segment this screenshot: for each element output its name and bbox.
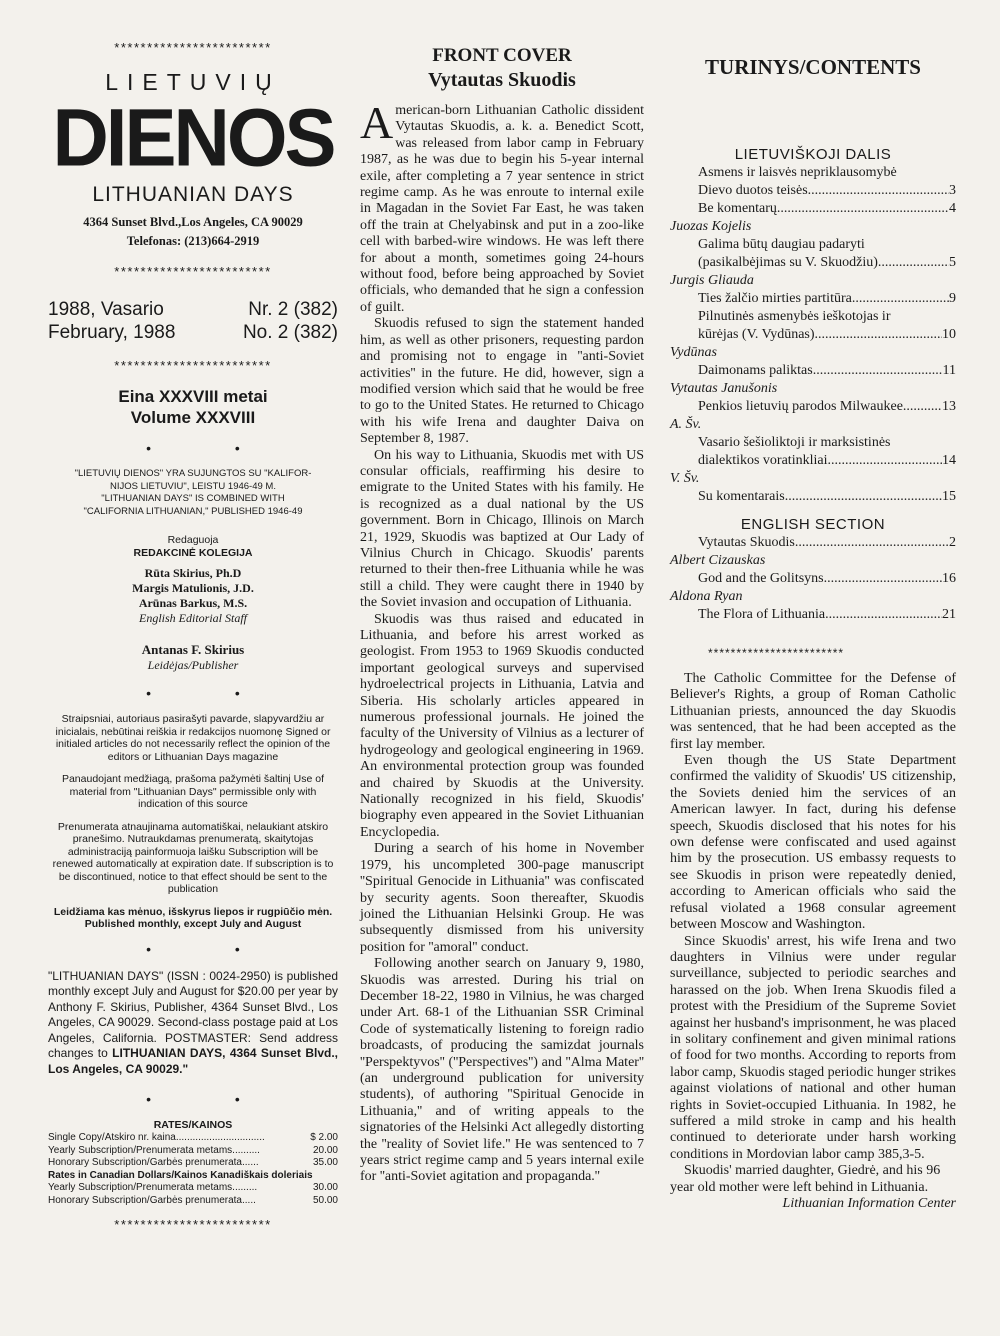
rate-value: 35.00 xyxy=(312,1157,338,1168)
toc-entry-last-line xyxy=(698,254,956,272)
front-cover-article xyxy=(360,44,644,1186)
toc-entry xyxy=(670,290,956,308)
publisher: Antanas F. Skirius Leidėjas/Publisher xyxy=(141,642,245,672)
toc-page-number: 10 xyxy=(942,327,956,342)
toc-entry-title: Penkios lietuvių parodos Milwaukee xyxy=(698,399,903,414)
rate-row xyxy=(48,1145,338,1158)
source-notice: Panaudojant medžiagą, prašoma pažymėti šaltinį Use of material from "Lithuanian Days" permissible only with indication of this source xyxy=(61,773,325,810)
volume-en: Volume XXXVIII xyxy=(130,408,256,427)
toc-leader-dots xyxy=(795,534,949,552)
masthead-lietuviu: LIETUVIŲ xyxy=(105,69,281,95)
toc-leader-dots xyxy=(815,326,942,344)
star-divider: ************************ xyxy=(708,646,845,660)
toc-author: Juozas Kojelis xyxy=(670,219,752,234)
rate-row xyxy=(48,1170,338,1183)
bullet-separator: • • xyxy=(146,1091,280,1107)
toc-entry xyxy=(670,570,956,588)
toc-author: V. Šv. xyxy=(670,471,700,486)
rate-label: Rates in Canadian Dollars/Kainos Kanadiškais doleriais xyxy=(48,1169,313,1181)
toc-leader-dots xyxy=(878,254,949,272)
toc-entry-line: Asmens ir laisvės nepriklausomybė xyxy=(698,165,897,180)
article-paragraph: During a search of his home in November 1979, his uncompleted 300-page manuscript ''Spiritual Genocide in Lithuania'' was confiscated by security agents. Soon thereafter, Skuodis joined the Lithuanian Helsinki Group. He was subsequently dismissed from his university position for ''amoral'' conduct. xyxy=(360,841,644,955)
toc-entry-title: The Flora of Lithuania xyxy=(698,607,826,622)
toc-entry-title: Dievo duotos teisės xyxy=(698,183,808,198)
article-paragraph: Skuodis refused to sign the statement handed him, as well as other prisoners, requesting pardon and promising not to engage in ''anti-Soviet activities'' in the future. He did, however, sign a modified version which said that he would be free to go to the United States. He returned to Chicago with his wife Irena and daughter Daiva on September 8, 1987. xyxy=(360,316,644,447)
toc-entry xyxy=(670,606,956,624)
toc-page-number: 13 xyxy=(942,399,956,414)
rate-label: Honorary Subscription/Garbės prenumerata...... xyxy=(48,1157,259,1168)
toc-page-number: 11 xyxy=(942,363,956,378)
postmaster-notice: "LITHUANIAN DAYS" (ISSN : 0024-2950) is published monthly except July and August for $20.00 per year by Anthony F. Skirius, Publisher, 4364 Sunset Blvd., Los Angeles, CA 90029. Second-class postage paid at Los Angeles, California. POSTMASTER: Send address changes to LITHUANIAN DAYS, 4364 Sunset Blvd., Los Angeles, CA 90029." xyxy=(48,968,339,1076)
toc-entry-title: Ties žalčio mirties partitūra xyxy=(698,291,852,306)
address: 4364 Sunset Blvd.,Los Angeles, CA 90029 xyxy=(83,215,303,229)
article-paragraph: Skuodis was thus raised and educated in Lithuania, and before his arrest worked as geologist. From 1953 to 1969 Skuodis conducted important geological surveys and supervised hydroelectrical projects in Lithuania, Latvia and Siberia. His scholarly articles appeared in numerous professional journals. He joined the faculty of the University of Vilnius as a lecturer of hydrogeology and geological engineering in 1969. An environmental protection group was founded and chaired by Skuodis at the University. Nationally recognized in his field, Skuodis' biography even appeared in the Soviet Lithuanian Encyclopedia. xyxy=(360,611,644,840)
toc-entry-title: Vytautas Skuodis xyxy=(698,535,795,550)
issue-date-en: February, 1988 xyxy=(48,322,176,343)
toc-page-number: 2 xyxy=(949,535,956,550)
masthead-column xyxy=(48,40,338,1233)
toc-entry-last-line xyxy=(698,182,956,200)
article-paragraph: Skuodis' married daughter, Giedrė, and his 96 year old mother were left behind in Lithuania. Lithuanian Information Center xyxy=(670,1163,956,1211)
masthead-dienos: DIENOS xyxy=(52,90,334,184)
toc-entry-last-line xyxy=(698,398,956,416)
toc-leader-dots xyxy=(808,182,949,200)
toc-page-number: 5 xyxy=(949,255,956,270)
article-paragraph: On his way to Lithuania, Skuodis met with US consular officials, reaffirming his desire to emigrate to the United States with his family. He is recognized as a dual national by the US government. Born in Chicago, Illinois on March 21, 1929, Skuodis was baptized at Our Lady of Vilnius Church in Chicago. Skuodis' parents returned to their then-free Lithuania while he was still a child. They were caught there in 1940 by the Soviet invasion and occupation of Lithuania. xyxy=(360,447,644,611)
rate-row xyxy=(48,1195,338,1208)
toc-entry-title: kūrėjas (V. Vydūnas) xyxy=(698,327,815,342)
article-credit: Lithuanian Information Center xyxy=(782,1196,956,1211)
article-paragraph: Following another search on January 9, 1980, Skuodis was arrested. During his trial on December 18-22, 1980 in Vilnius, he was charged under Art. 68-1 of the Lithuanian SSR Criminal Code of systematically listening to foreign radio broadcasts, of producing the samizdat journals ''Perspektyvos'' (''Perspectives'') and ''Alma Mater'' (an underground publication for university students), of authoring ''Spiritual Genocide in Lithuania,'' and of writing appeals to the signatories of the Helsinki Act allegedly distorting the ''reality of Soviet life.'' He was sentenced to 7 years strict regime camp and 5 years internal exile for ''anti-Soviet agitation and propaganda.'' xyxy=(360,956,644,1185)
editorial-heading: Redaguoja REDAKCINĖ KOLEGIJA xyxy=(133,534,253,559)
disclaimer: Straipsniai, autoriaus pasirašyti pavarde, slapyvardžiu ar inicialais, nebūtinai reiškia ir redakcijos nuomonę Signed or initialed articles do not necessarily reflect the opinion of the editors or Lithuanian Days magazine xyxy=(55,713,331,763)
toc-entry xyxy=(670,200,956,218)
toc-page-number: 16 xyxy=(942,571,956,586)
lithuanian-section-heading: LIETUVIŠKOJI DALIS xyxy=(734,146,892,163)
issue-number-lt: Nr. 2 (382) xyxy=(248,299,338,320)
toc-entry-line: Pilnutinės asmenybės ieškotojas ir xyxy=(698,309,891,324)
star-divider: ************************ xyxy=(114,40,272,55)
english-contents-list xyxy=(670,534,956,624)
toc-entry-title: God and the Golitsyns xyxy=(698,571,824,586)
masthead-lithuanian-days: LITHUANIAN DAYS xyxy=(92,183,294,206)
rates-heading: RATES/KAINOS xyxy=(153,1119,233,1131)
star-divider: ************************ xyxy=(114,1217,272,1232)
article-paragraph: American-born Lithuanian Catholic dissident Vytautas Skuodis, a. k. a. Benedict Scott, was released from labor camp in February 1987, as he was due to begin his 5-year internal exile, after completing a 7 year sentence in strict regime camp. As he was enroute to internal exile in Magadan in the Soviet Far East, he was taken off the train at Chelyabinsk and put in a zoo-like cell with barbed-wire windows. He was left there for about a month, sometimes going 24-hours without food, before being approached by Soviet officials, who demanded that he sign a confession of guilt. xyxy=(360,97,644,315)
contents-column xyxy=(670,54,956,1212)
editor-list: Rūta Skirius, Ph.D Margis Matulionis, J.D. Arūnas Barkus, M.S. English Editorial Staff xyxy=(132,566,254,625)
toc-leader-dots xyxy=(903,398,942,416)
issue-date-lt: 1988, Vasario xyxy=(48,299,164,320)
subscription-notice: Prenumerata atnaujinama automatiškai, nelaukiant atskiro pranešimo. Nutraukdamas prenumeratą, skaitytojas administraciją painformuoja laišku Subscription will be renewed automatically at expiration date. If subscription is to be discontinued, notice to that effect should be sent to the publication xyxy=(52,820,334,895)
article-paragraph: Even though the US State Department confirmed the validity of Skuodis' US citizenship, the Soviets denied him the services of an American lawyer. In fact, during his defense speech, Skuodis disclosed that his notes for his own defense were confiscated and used against him by the prosecution. US embassy requests to see Skuodis in prison were repeatedly denied, according to American officials who said the refusal violated a 1968 consular agreement between Moscow and Washington. xyxy=(670,753,956,933)
toc-author: Vytautas Janušonis xyxy=(670,381,778,396)
toc-leader-dots xyxy=(777,200,949,218)
rate-row xyxy=(48,1157,338,1170)
rate-value: $ 2.00 xyxy=(310,1132,338,1143)
toc-entry-title: Be komentarų xyxy=(698,201,777,216)
toc-entry-last-line xyxy=(698,200,956,218)
bullet-separator: • • xyxy=(146,440,280,456)
toc-page-number: 21 xyxy=(942,607,956,622)
toc-author: Aldona Ryan xyxy=(670,589,743,604)
star-divider: ************************ xyxy=(114,358,272,373)
issue-number-en: No. 2 (382) xyxy=(242,322,338,343)
toc-author: Vydūnas xyxy=(670,345,717,360)
toc-entry-last-line xyxy=(698,534,956,552)
english-section-heading: ENGLISH SECTION xyxy=(740,516,886,533)
front-cover-name: Vytautas Skuodis xyxy=(428,69,576,91)
toc-page-number: 15 xyxy=(942,489,956,504)
toc-entry-title: dialektikos voratinkliai xyxy=(698,453,828,468)
toc-leader-dots xyxy=(852,290,949,308)
contents-title: TURINYS/CONTENTS xyxy=(705,55,921,79)
toc-leader-dots xyxy=(825,606,942,624)
toc-entry-line: Galima būtų daugiau padaryti xyxy=(698,237,865,252)
article-paragraph: The Catholic Committee for the Defense of Believer's Rights, a group of Roman Catholic Lithuanian priests, announced the day Skuodis was sentenced, that he had been accepted as the first lay member. xyxy=(670,671,956,752)
issue-info xyxy=(48,298,338,344)
toc-entry xyxy=(670,488,956,506)
toc-entry xyxy=(670,236,956,272)
toc-entry-last-line xyxy=(698,606,956,624)
star-divider: ************************ xyxy=(114,264,272,279)
bullet-separator: • • xyxy=(146,685,280,701)
rate-label: Yearly Subscription/Prenumerata metams......... xyxy=(48,1182,258,1193)
rate-value: 30.00 xyxy=(312,1182,338,1193)
toc-entry-last-line xyxy=(698,570,956,588)
rate-label: Honorary Subscription/Garbės prenumerata..... xyxy=(48,1194,256,1206)
article-paragraph: Since Skuodis' arrest, his wife Irena and two daughters in Vilnius were under regular surveillance, subjected to periodic searches and harassed on the job. When Irena Skuodis filed a protest with the Presidium of the Supreme Soviet against her husband's imprisonment, he was placed in solitary confinement and given minimal rations of food for two months. According to reports from labor camp, Skuodis staged periodic hunger strikes against violations of national and other human rights in Soviet-occupied Lithuania. In 1982, he suffered a mild stroke in camp and his health continued to deteriorate under harsh working conditions in Mordovian labor camp 385,3-5. xyxy=(670,933,956,1162)
toc-leader-dots xyxy=(785,488,942,506)
toc-author: Albert Cizauskas xyxy=(670,553,766,568)
rate-row xyxy=(48,1182,338,1195)
toc-leader-dots xyxy=(813,362,943,380)
toc-author: A. Šv. xyxy=(670,417,702,432)
toc-leader-dots xyxy=(827,452,942,470)
phone: Telefonas: (213)664-2919 xyxy=(126,234,260,248)
toc-entry xyxy=(670,398,956,416)
toc-entry-last-line xyxy=(698,488,956,506)
toc-entry-title: Daimonams paliktas xyxy=(698,363,813,378)
lithuanian-contents-list xyxy=(670,164,956,506)
rate-label: Yearly Subscription/Prenumerata metams.......... xyxy=(48,1144,260,1156)
bullet-separator: • • xyxy=(146,940,280,957)
toc-entry xyxy=(670,534,956,552)
toc-entry-line: Vasario šešioliktoji ir marksistinės xyxy=(698,435,891,450)
drop-cap: A xyxy=(360,97,394,148)
volume-lt: Eina XXXVIII metai xyxy=(118,387,268,406)
toc-page-number: 9 xyxy=(949,291,956,306)
committee-article xyxy=(670,671,956,1211)
toc-entry xyxy=(670,308,956,344)
toc-entry-last-line xyxy=(698,452,956,470)
toc-page-number: 4 xyxy=(949,201,956,216)
front-cover-title: FRONT COVER xyxy=(432,45,572,66)
toc-leader-dots xyxy=(824,570,942,588)
rate-label: Single Copy/Atskiro nr. kaina................................ xyxy=(48,1132,265,1143)
toc-entry-last-line xyxy=(698,362,956,380)
publishing-schedule: Leidžiama kas mėnuo, išskyrus liepos ir rugpiūčio mėn. Published monthly, except July and August xyxy=(53,905,333,930)
toc-entry xyxy=(670,362,956,380)
toc-entry xyxy=(670,434,956,470)
toc-author: Jurgis Gliauda xyxy=(670,273,754,288)
toc-entry-title: (pasikalbėjimas su V. Skuodžiu) xyxy=(698,255,878,270)
rate-value: 50.00 xyxy=(312,1194,338,1206)
toc-entry-title: Su komentarais xyxy=(698,489,785,504)
toc-entry xyxy=(670,164,956,200)
merger-note: "LIETUVIŲ DIENOS" YRA SUJUNGTOS SU "KALIFOR- NIJOS LIETUVIU", LEISTU 1946-49 M. "LITHUANIAN DAYS" IS COMBINED WITH "CALIFORNIA LITHUANIAN," PUBLISHED 1946-49 xyxy=(74,468,312,517)
toc-entry-last-line xyxy=(698,290,956,308)
toc-page-number: 3 xyxy=(949,183,956,198)
toc-entry-last-line xyxy=(698,326,956,344)
rate-value: 20.00 xyxy=(312,1144,338,1156)
rate-row xyxy=(48,1132,338,1145)
rates-table xyxy=(48,1132,338,1207)
toc-page-number: 14 xyxy=(942,453,956,468)
